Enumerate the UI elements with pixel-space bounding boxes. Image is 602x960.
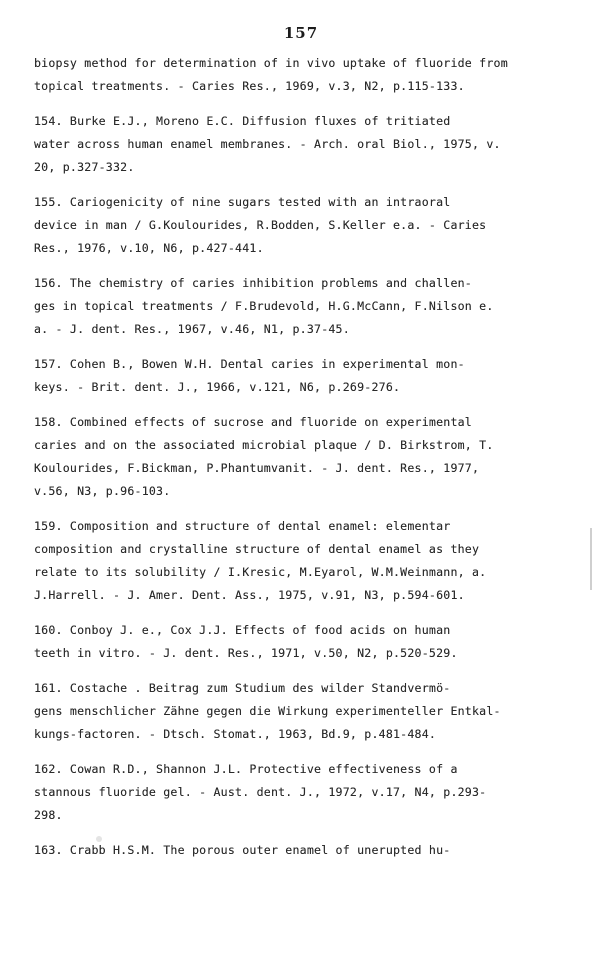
entry-line: biopsy method for determination of in vivo uptake of fluoride from <box>34 56 508 70</box>
entry-line: keys. - Brit. dent. J., 1966, v.121, N6, p.269-276. <box>34 380 401 394</box>
bibliography-entry <box>34 839 572 862</box>
entry-line: composition and crystalline structure of dental enamel as they <box>34 542 480 556</box>
bibliography-entry <box>34 619 572 665</box>
margin-mark <box>590 528 592 590</box>
entry-line: 163. Crabb H.S.M. The porous outer enamel of unerupted hu- <box>34 843 451 857</box>
entry-line: 20, p.327-332. <box>34 160 135 174</box>
entry-line: 155. Cariogenicity of nine sugars tested with an intraoral <box>34 195 451 209</box>
entry-line: 162. Cowan R.D., Shannon J.L. Protective effectiveness of a <box>34 762 458 776</box>
entry-line: gens menschlicher Zähne gegen die Wirkung experimenteller Entkal- <box>34 704 501 718</box>
entry-line: Res., 1976, v.10, N6, p.427-441. <box>34 241 264 255</box>
bibliography-list <box>34 52 572 874</box>
bibliography-entry <box>34 110 572 179</box>
entry-line: 157. Cohen B., Bowen W.H. Dental caries in experimental mon- <box>34 357 465 371</box>
bibliography-entry <box>34 191 572 260</box>
entry-line: Koulourides, F.Bickman, P.Phantumvanit. - J. dent. Res., 1977, <box>34 461 480 475</box>
bibliography-entry <box>34 758 572 827</box>
entry-line: kungs-factoren. - Dtsch. Stomat., 1963, Bd.9, p.481-484. <box>34 727 437 741</box>
entry-line: device in man / G.Koulourides, R.Bodden, S.Keller e.a. - Caries <box>34 218 487 232</box>
entry-line: ges in topical treatments / F.Brudevold, H.G.McCann, F.Nilson e. <box>34 299 494 313</box>
entry-line: 154. Burke E.J., Moreno E.C. Diffusion fluxes of tritiated <box>34 114 451 128</box>
entry-line: J.Harrell. - J. Amer. Dent. Ass., 1975, v.91, N3, p.594-601. <box>34 588 465 602</box>
entry-line: caries and on the associated microbial plaque / D. Birkstrom, T. <box>34 438 494 452</box>
bibliography-entry <box>34 411 572 503</box>
entry-line: stannous fluoride gel. - Aust. dent. J., 1972, v.17, N4, p.293- <box>34 785 487 799</box>
bibliography-entry <box>34 52 572 98</box>
entry-line: 298. <box>34 808 63 822</box>
entry-line: 161. Costache . Beitrag zum Studium des wilder Standvermö- <box>34 681 451 695</box>
bibliography-entry <box>34 515 572 607</box>
entry-line: 156. The chemistry of caries inhibition problems and challen- <box>34 276 472 290</box>
entry-line: topical treatments. - Caries Res., 1969, v.3, N2, p.115-133. <box>34 79 465 93</box>
entry-line: relate to its solubility / I.Kresic, M.Eyarol, W.M.Weinmann, a. <box>34 565 487 579</box>
entry-line: 159. Composition and structure of dental enamel: elementar <box>34 519 451 533</box>
bibliography-entry <box>34 677 572 746</box>
entry-line: water across human enamel membranes. - Arch. oral Biol., 1975, v. <box>34 137 501 151</box>
entry-line: 158. Combined effects of sucrose and fluoride on experimental <box>34 415 472 429</box>
scan-speck <box>96 836 102 842</box>
entry-line: v.56, N3, p.96-103. <box>34 484 171 498</box>
entry-line: a. - J. dent. Res., 1967, v.46, N1, p.37-45. <box>34 322 350 336</box>
entry-line: teeth in vitro. - J. dent. Res., 1971, v.50, N2, p.520-529. <box>34 646 458 660</box>
bibliography-entry <box>34 353 572 399</box>
bibliography-entry <box>34 272 572 341</box>
page-number: 157 <box>283 24 319 42</box>
entry-line: 160. Conboy J. e., Cox J.J. Effects of food acids on human <box>34 623 451 637</box>
